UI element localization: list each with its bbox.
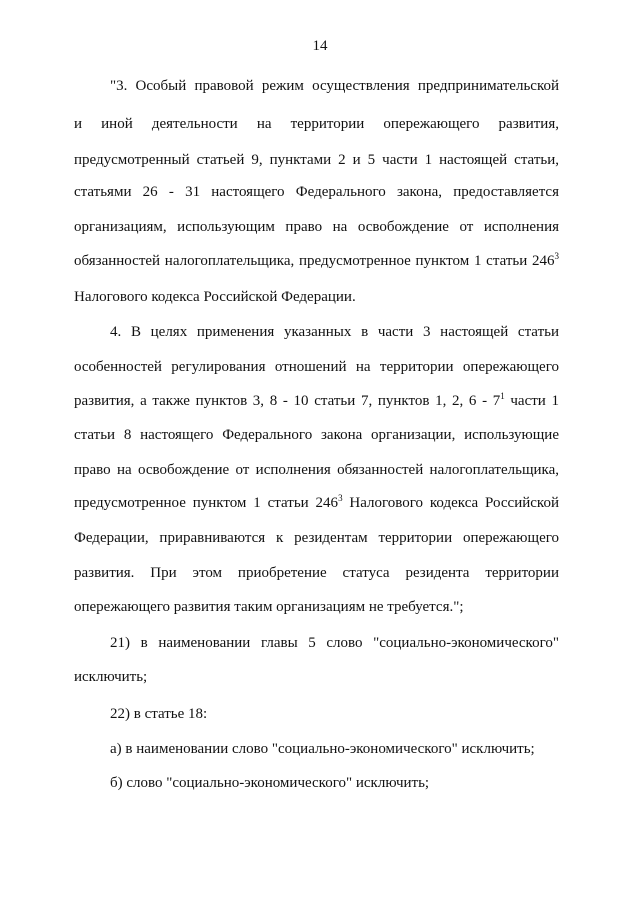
paragraph-4-line-3-text: развития, а также пунктов 3, 8 - 10 статьи 7, пунктов 1, 2, 6 - 7: [74, 393, 501, 409]
superscript-article-246: 3: [554, 251, 559, 261]
item-22: 22) в статье 18:: [110, 706, 208, 722]
paragraph-4-line-9: опережающего развития таким организациям не требуется.";: [74, 599, 464, 615]
paragraph-4-line-2: особенностей регулирования отношений на территории опережающего: [74, 359, 559, 375]
item-21-line-1: 21) в наименовании главы 5 слово "социально-экономического": [110, 635, 559, 651]
paragraph-4-line-8: развития. При этом приобретение статуса резидента территории: [74, 565, 559, 581]
paragraph-3-line-6-text: обязанностей налогоплательщика, предусмотренное пунктом 1 статьи 246: [74, 253, 555, 269]
item-21-line-2: исключить;: [74, 669, 148, 685]
paragraph-4-line-3: [74, 391, 559, 411]
paragraph-3-line-7: Налогового кодекса Российской Федерации.: [74, 289, 356, 305]
superscript-point-7: 1: [500, 391, 505, 401]
paragraph-3-line-3: предусмотренный статьей 9, пунктами 2 и 5 части 1 настоящей статьи,: [74, 152, 559, 168]
page-number: 14: [312, 38, 328, 54]
item-22-b: б) слово "социально-экономического" исключить;: [110, 775, 430, 791]
paragraph-4-line-3-tail: части 1: [504, 393, 559, 409]
paragraph-3-line-2: и иной деятельности на территории опережающего развития,: [74, 116, 559, 132]
paragraph-4-line-7: Федерации, приравниваются к резидентам территории опережающего: [74, 530, 559, 546]
paragraph-4-line-1: 4. В целях применения указанных в части 3 настоящей статьи: [110, 324, 559, 340]
paragraph-4-line-6-tail: Налогового кодекса Российской: [342, 495, 559, 511]
paragraph-3-line-5: организациям, использующим право на освобождение от исполнения: [74, 219, 559, 235]
paragraph-4-line-6-text: предусмотренное пунктом 1 статьи 246: [74, 495, 339, 511]
paragraph-3-line-4: статьями 26 - 31 настоящего Федерального закона, предоставляется: [74, 184, 559, 200]
paragraph-3-line-6: [74, 251, 559, 271]
item-22-a: а) в наименовании слово "социально-экономического" исключить;: [110, 741, 535, 757]
superscript-article-246-2: 3: [338, 493, 343, 503]
paragraph-4-line-4: статьи 8 настоящего Федерального закона организации, использующие: [74, 427, 559, 443]
paragraph-3-line-1: "3. Особый правовой режим осуществления предпринимательской: [110, 78, 559, 94]
paragraph-4-line-6: [74, 493, 559, 513]
paragraph-4-line-5: право на освобождение от исполнения обязанностей налогоплательщика,: [74, 462, 559, 478]
